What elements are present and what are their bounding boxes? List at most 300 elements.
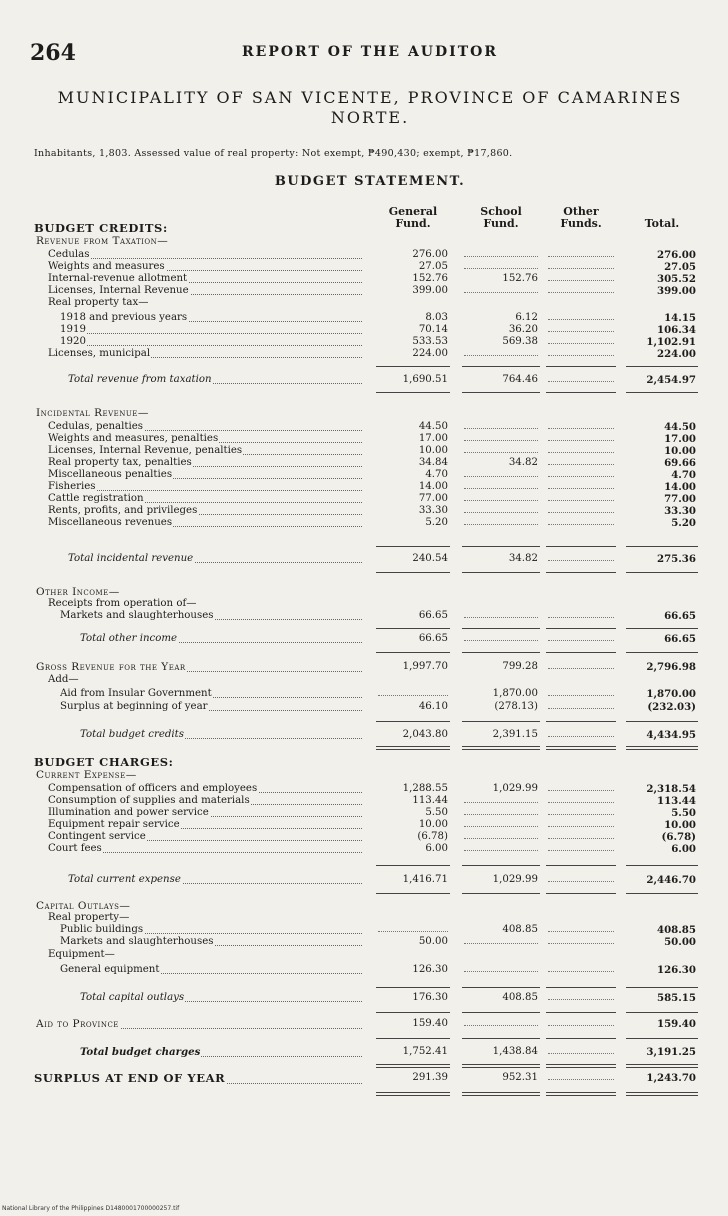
cell-total: 17.00	[664, 433, 696, 445]
table-rule	[546, 1092, 616, 1093]
row-label	[68, 374, 362, 386]
table-row	[0, 222, 728, 234]
cell-school-fund: 152.76	[502, 273, 538, 284]
row-label-text: Markets and slaughterhouses	[60, 936, 214, 947]
empty-cell-leader	[548, 428, 614, 429]
row-label-text: BUDGET CREDITS:	[34, 222, 168, 235]
table-rule	[462, 1012, 540, 1013]
column-header-other-funds: Other Funds.	[560, 205, 602, 230]
table-rule	[376, 572, 450, 573]
cell-general-fund: 66.65	[418, 610, 448, 621]
row-label-text: General equipment	[60, 964, 160, 975]
cell-general-fund: 66.65	[418, 633, 448, 644]
table-rule	[546, 865, 616, 866]
table-row	[0, 517, 728, 529]
empty-cell-leader	[548, 512, 614, 513]
row-label	[48, 505, 362, 517]
empty-cell-leader	[464, 512, 538, 513]
table-rule	[376, 865, 450, 866]
cell-total: 113.44	[657, 795, 696, 807]
cell-total: (232.03)	[647, 701, 696, 713]
table-rule	[462, 1095, 540, 1096]
table-row	[0, 1018, 728, 1030]
table-row	[0, 992, 728, 1004]
table-rule	[376, 1064, 450, 1065]
cell-general-fund: 2,043.80	[402, 729, 448, 740]
row-label-text: Aid to Province	[36, 1018, 119, 1030]
empty-cell-leader	[548, 440, 614, 441]
table-rule	[626, 1012, 698, 1013]
table-rule	[376, 392, 450, 393]
cell-school-fund: 2,391.15	[492, 729, 538, 740]
table-rule	[626, 1095, 698, 1096]
row-label-text: Fisheries	[48, 481, 96, 492]
empty-cell-leader	[548, 1079, 614, 1080]
cell-general-fund: 1,416.71	[402, 874, 448, 885]
inhabitants-line: Inhabitants, 1,803. Assessed value of real property: Not exempt, ₱490,430; exempt, ₱17,860.	[34, 148, 513, 159]
cell-total: 585.15	[657, 992, 696, 1004]
empty-cell-leader	[548, 814, 614, 815]
row-label	[80, 992, 362, 1004]
table-rule	[546, 1012, 616, 1013]
row-label	[48, 807, 362, 819]
table-rule	[546, 392, 616, 393]
empty-cell-leader	[464, 971, 538, 972]
cell-total: 399.00	[657, 285, 696, 297]
column-header-school-fund: School Fund.	[480, 205, 522, 230]
row-label-text: Rents, profits, and privileges	[48, 505, 198, 516]
row-label	[80, 633, 362, 645]
cell-general-fund: 399.00	[412, 285, 448, 296]
table-rule	[546, 652, 616, 653]
table-rule	[626, 546, 698, 547]
row-label-text: SURPLUS AT END OF YEAR	[34, 1072, 226, 1085]
cell-total: 275.36	[657, 553, 696, 565]
table-rule	[546, 721, 616, 722]
cell-school-fund: 799.28	[502, 661, 538, 672]
cell-total: 5.20	[671, 517, 696, 529]
table-row	[0, 493, 728, 505]
cell-general-fund: 1,997.70	[402, 661, 448, 672]
cell-total: 1,870.00	[646, 688, 696, 700]
row-label	[48, 445, 362, 457]
cell-school-fund: 1,870.00	[492, 688, 538, 699]
cell-total: 4,434.95	[646, 729, 696, 741]
table-row	[0, 553, 728, 565]
row-label	[48, 819, 362, 831]
row-label-text: Capital Outlays—	[36, 900, 131, 912]
table-rule	[546, 572, 616, 573]
empty-cell-leader	[548, 617, 614, 618]
row-label-text: Consumption of supplies and materials	[48, 795, 250, 806]
cell-total: 305.52	[657, 273, 696, 285]
empty-cell-leader	[464, 850, 538, 851]
table-row	[0, 769, 728, 781]
cell-school-fund: 1,029.99	[492, 783, 538, 794]
empty-cell-leader	[548, 331, 614, 332]
row-label	[48, 843, 362, 855]
empty-cell-leader	[548, 292, 614, 293]
table-rule	[546, 366, 616, 367]
empty-cell-leader	[548, 256, 614, 257]
table-rule	[376, 1095, 450, 1096]
empty-cell-leader	[548, 1053, 614, 1054]
table-row	[0, 610, 728, 622]
cell-general-fund: 5.20	[425, 517, 448, 528]
empty-cell-leader	[464, 452, 538, 453]
table-rule	[462, 572, 540, 573]
empty-cell-leader	[464, 355, 538, 356]
cell-general-fund: 1,288.55	[402, 783, 448, 794]
cell-total: 2,318.54	[646, 783, 696, 795]
empty-cell-leader	[548, 999, 614, 1000]
table-rule	[376, 721, 450, 722]
cell-total: 2,454.97	[646, 374, 696, 386]
table-rule	[546, 749, 616, 750]
row-label-text: Cattle registration	[48, 493, 144, 504]
table-row	[0, 661, 728, 673]
row-label	[68, 874, 362, 886]
row-label	[60, 312, 362, 324]
row-label-text: Public buildings	[60, 924, 144, 935]
cell-general-fund: 1,752.41	[402, 1046, 448, 1057]
cell-general-fund: 5.50	[425, 807, 448, 818]
row-label-text: Receipts from operation of—	[48, 598, 197, 609]
row-label	[48, 469, 362, 481]
table-row	[0, 235, 728, 247]
row-label-text: Total budget credits	[80, 729, 184, 740]
table-rule	[462, 746, 540, 747]
table-row	[0, 249, 728, 261]
empty-cell-leader	[464, 1025, 538, 1026]
row-label-text: Real property—	[48, 912, 130, 923]
row-label	[60, 610, 362, 622]
row-label-text: Revenue from Taxation—	[36, 235, 169, 247]
table-rule	[462, 987, 540, 988]
row-label-text: Weights and measures	[48, 261, 165, 272]
column-header-total: Total.	[644, 217, 680, 230]
table-rule	[626, 721, 698, 722]
empty-cell-leader	[548, 560, 614, 561]
table-row	[0, 807, 728, 819]
table-rule	[626, 572, 698, 573]
row-label-text: Real property tax, penalties	[48, 457, 192, 468]
cell-general-fund: 34.84	[418, 457, 448, 468]
table-row	[0, 964, 728, 976]
row-label	[36, 1018, 362, 1031]
table-row	[0, 831, 728, 843]
empty-cell-leader	[548, 500, 614, 501]
cell-total: 66.65	[664, 610, 696, 622]
empty-cell-leader	[548, 850, 614, 851]
cell-general-fund: 46.10	[418, 701, 448, 712]
table-rule	[626, 749, 698, 750]
row-label	[36, 661, 362, 674]
table-rule	[546, 1038, 616, 1039]
page-header	[30, 40, 710, 72]
row-label	[48, 285, 362, 297]
table-rule	[462, 749, 540, 750]
row-label-text: Incidental Revenue—	[36, 407, 149, 419]
empty-cell-leader	[464, 838, 538, 839]
empty-cell-leader	[548, 524, 614, 525]
row-label	[48, 249, 362, 261]
cell-general-fund: 224.00	[412, 348, 448, 359]
empty-cell-leader	[548, 488, 614, 489]
table-row	[0, 1046, 728, 1058]
row-label	[48, 457, 362, 469]
table-rule	[462, 628, 540, 629]
cell-total: 6.00	[671, 843, 696, 855]
cell-general-fund: 27.05	[418, 261, 448, 272]
table-row	[0, 261, 728, 273]
cell-general-fund: 1,690.51	[402, 374, 448, 385]
cell-total: (6.78)	[661, 831, 696, 843]
table-row	[0, 481, 728, 493]
table-rule	[462, 392, 540, 393]
cell-general-fund: 17.00	[418, 433, 448, 444]
empty-cell-leader	[548, 838, 614, 839]
table-row	[0, 285, 728, 297]
row-label-text: Real property tax—	[48, 297, 149, 308]
row-label	[36, 235, 362, 248]
page-number: 264	[30, 40, 76, 66]
empty-cell-leader	[548, 736, 614, 737]
row-label-text: Court fees	[48, 843, 102, 854]
table-row	[0, 633, 728, 645]
cell-general-fund: 152.76	[412, 273, 448, 284]
row-label	[48, 831, 362, 843]
cell-school-fund: (278.13)	[494, 701, 538, 712]
table-rule	[626, 893, 698, 894]
table-rule	[626, 1064, 698, 1065]
cell-total: 2,796.98	[646, 661, 696, 673]
row-label-text: Cedulas, penalties	[48, 421, 143, 432]
row-label	[48, 912, 362, 924]
table-rule	[546, 893, 616, 894]
table-rule	[626, 1092, 698, 1093]
cell-general-fund: 126.30	[412, 964, 448, 975]
table-row	[0, 756, 728, 768]
table-row	[0, 674, 728, 686]
municipality-title-line-2: NORTE.	[330, 108, 410, 127]
table-rule	[462, 1038, 540, 1039]
table-rule	[376, 366, 450, 367]
empty-cell-leader	[548, 668, 614, 669]
cell-school-fund: 408.85	[502, 924, 538, 935]
table-rule	[546, 1095, 616, 1096]
empty-cell-leader	[378, 695, 448, 696]
table-row	[0, 407, 728, 419]
row-label	[48, 517, 362, 529]
row-label	[36, 407, 362, 420]
table-row	[0, 729, 728, 741]
cell-total: 1,102.91	[646, 336, 696, 348]
row-label-text: 1919	[60, 324, 86, 335]
table-rule	[626, 1038, 698, 1039]
cell-school-fund: 569.38	[502, 336, 538, 347]
row-label	[68, 553, 362, 565]
archive-footer: National Library of the Philippines D1480001700000257.tif	[2, 1205, 180, 1212]
table-rule	[376, 1067, 450, 1068]
cell-total: 10.00	[664, 819, 696, 831]
table-rule	[462, 865, 540, 866]
empty-cell-leader	[464, 428, 538, 429]
empty-cell-leader	[548, 943, 614, 944]
table-row	[0, 312, 728, 324]
row-label	[48, 297, 362, 309]
table-row	[0, 273, 728, 285]
empty-cell-leader	[548, 355, 614, 356]
row-label-text: Other Income—	[36, 586, 120, 598]
empty-cell-leader	[548, 319, 614, 320]
cell-general-fund: 291.39	[412, 1072, 448, 1083]
row-label	[48, 493, 362, 505]
cell-school-fund: 952.31	[502, 1072, 538, 1083]
empty-cell-leader	[548, 640, 614, 641]
empty-cell-leader	[548, 464, 614, 465]
row-label-text: Total revenue from taxation	[68, 374, 212, 385]
table-rule	[626, 746, 698, 747]
row-label-text: Markets and slaughterhouses	[60, 610, 214, 621]
empty-cell-leader	[464, 826, 538, 827]
row-label-text: Total budget charges	[80, 1046, 201, 1058]
empty-cell-leader	[464, 640, 538, 641]
table-row	[0, 445, 728, 457]
cell-school-fund: 1,438.84	[492, 1046, 538, 1057]
cell-school-fund: 408.85	[502, 992, 538, 1003]
empty-cell-leader	[548, 280, 614, 281]
cell-total: 10.00	[664, 445, 696, 457]
cell-general-fund: 159.40	[412, 1018, 448, 1029]
table-rule	[376, 628, 450, 629]
cell-total: 14.15	[664, 312, 696, 324]
empty-cell-leader	[464, 814, 538, 815]
cell-general-fund: (6.78)	[417, 831, 448, 842]
row-label-text: Illumination and power service	[48, 807, 209, 818]
empty-cell-leader	[464, 256, 538, 257]
table-row	[0, 505, 728, 517]
cell-total: 5.50	[671, 807, 696, 819]
table-rule	[626, 987, 698, 988]
cell-general-fund: 44.50	[418, 421, 448, 432]
cell-total: 4.70	[671, 469, 696, 481]
cell-total: 1,243.70	[646, 1072, 696, 1084]
cell-general-fund: 113.44	[412, 795, 448, 806]
table-rule	[626, 865, 698, 866]
cell-general-fund: 8.03	[425, 312, 448, 323]
row-label-text: Weights and measures, penalties	[48, 433, 219, 444]
row-label-text: Cedulas	[48, 249, 90, 260]
cell-general-fund: 33.30	[418, 505, 448, 516]
cell-general-fund: 77.00	[418, 493, 448, 504]
cell-total: 159.40	[657, 1018, 696, 1030]
table-row	[0, 336, 728, 348]
table-rule	[376, 1092, 450, 1093]
row-label	[60, 936, 362, 948]
empty-cell-leader	[548, 343, 614, 344]
empty-cell-leader	[548, 971, 614, 972]
cell-general-fund: 240.54	[412, 553, 448, 564]
cell-school-fund: 34.82	[508, 553, 538, 564]
cell-general-fund: 50.00	[418, 936, 448, 947]
row-label	[48, 674, 362, 686]
column-header-general-fund: General Fund.	[388, 205, 438, 230]
cell-total: 14.00	[664, 481, 696, 493]
row-label	[60, 924, 362, 936]
row-label-text: Licenses, Internal Revenue	[48, 285, 189, 296]
table-rule	[376, 987, 450, 988]
row-label-text: Miscellaneous revenues	[48, 517, 173, 528]
table-row	[0, 819, 728, 831]
row-label	[48, 421, 362, 433]
empty-cell-leader	[464, 440, 538, 441]
row-label	[60, 964, 362, 976]
table-rule	[462, 721, 540, 722]
empty-cell-leader	[464, 500, 538, 501]
table-row	[0, 949, 728, 961]
row-label	[48, 481, 362, 493]
cell-general-fund: 6.00	[425, 843, 448, 854]
row-label-text: BUDGET CHARGES:	[34, 756, 174, 769]
row-label	[80, 1046, 362, 1059]
row-label-text: Compensation of officers and employees	[48, 783, 258, 794]
cell-total: 224.00	[657, 348, 696, 360]
table-row	[0, 843, 728, 855]
empty-cell-leader	[464, 524, 538, 525]
table-rule	[462, 1092, 540, 1093]
cell-school-fund: 34.82	[508, 457, 538, 468]
row-label-text: Equipment repair service	[48, 819, 180, 830]
row-label-text: Contingent service	[48, 831, 146, 842]
row-label	[60, 688, 362, 700]
cell-total: 77.00	[664, 493, 696, 505]
table-rule	[546, 628, 616, 629]
table-rule	[546, 546, 616, 547]
table-rule	[376, 1038, 450, 1039]
table-rule	[626, 628, 698, 629]
cell-general-fund: 176.30	[412, 992, 448, 1003]
empty-cell-leader	[548, 881, 614, 882]
table-row	[0, 701, 728, 713]
row-label-text: Add—	[48, 674, 79, 685]
empty-cell-leader	[548, 802, 614, 803]
empty-cell-leader	[548, 381, 614, 382]
table-rule	[626, 366, 698, 367]
cell-total: 276.00	[657, 249, 696, 261]
row-label-text: Aid from Insular Government	[60, 688, 212, 699]
table-rule	[376, 893, 450, 894]
cell-total: 2,446.70	[646, 874, 696, 886]
empty-cell-leader	[548, 268, 614, 269]
row-label	[60, 324, 362, 336]
table-rule	[546, 987, 616, 988]
table-rule	[626, 392, 698, 393]
table-rule	[462, 546, 540, 547]
table-rule	[626, 652, 698, 653]
row-label	[48, 795, 362, 807]
cell-total: 27.05	[664, 261, 696, 273]
cell-total: 106.34	[657, 324, 696, 336]
cell-total: 126.30	[657, 964, 696, 976]
row-label	[80, 729, 362, 741]
cell-total: 44.50	[664, 421, 696, 433]
municipality-title	[30, 88, 710, 128]
row-label-text: Internal-revenue allotment	[48, 273, 188, 284]
table-row	[0, 924, 728, 936]
table-row	[0, 795, 728, 807]
row-label	[60, 701, 362, 713]
